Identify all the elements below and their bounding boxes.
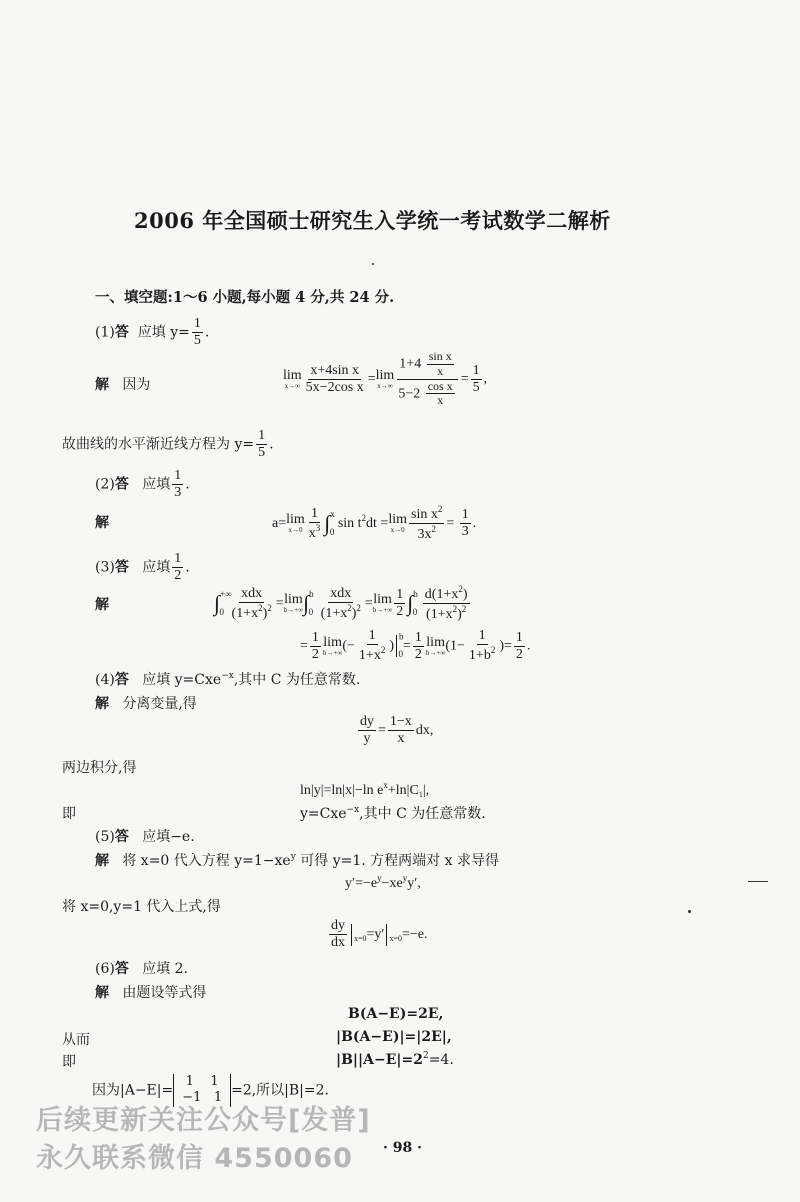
- q3-answer-denominator: 2: [174, 568, 182, 584]
- q6-number: (6): [95, 961, 115, 977]
- q1-answer-denominator: 5: [193, 333, 201, 349]
- answer-label: 答: [114, 672, 129, 688]
- q4-integrate-text: 两边积分,得: [62, 760, 137, 776]
- q6-eq1: B(A−E)=2E,: [348, 1006, 444, 1022]
- q6-answer-line: [95, 958, 188, 978]
- q5-sol-sup: y: [290, 852, 296, 862]
- q6-eq3-text: |B||A−E|=2: [336, 1052, 423, 1068]
- q1-conclusion-text: 故曲线的水平渐近线方程为 y=: [62, 436, 255, 453]
- q4-number: (4): [95, 672, 115, 688]
- q5-number: (5): [95, 829, 115, 845]
- q5-deriv-sup1: y: [377, 873, 382, 883]
- q4-ln-eq-end: |,: [422, 783, 430, 798]
- q6-solution-line: [95, 982, 206, 1002]
- q1-sol-intro: 因为: [122, 377, 151, 393]
- det-cell: 1: [185, 1074, 194, 1089]
- q6-eq3: [336, 1051, 454, 1068]
- page-title: 2006 年全国硕士研究生入学统一考试数学二解析: [134, 208, 611, 233]
- q1-number: (1): [95, 324, 115, 341]
- q4-final-sup: −x: [346, 805, 360, 815]
- q4-answer-exponent: −x: [221, 671, 234, 681]
- q4-ln-eq-tail: +ln|C: [387, 783, 419, 798]
- q5-sol-text: 将 x=0 代入方程 y=1−xe: [122, 853, 291, 869]
- q5-solution-line: [95, 850, 499, 870]
- q5-eval-sub2: x=0: [389, 933, 402, 943]
- q5-eval-tail: =−e.: [402, 926, 428, 942]
- scan-speck: [372, 263, 374, 265]
- solution-label: 解: [95, 696, 109, 712]
- q4-answer-line: [95, 669, 360, 689]
- q5-derivative: [345, 873, 421, 892]
- watermark-line1: 后续更新关注公众号[发普]: [36, 1105, 371, 1136]
- answer-label: 答: [114, 559, 129, 576]
- q5-answer-line: [95, 826, 195, 846]
- solution-label: 解: [95, 377, 109, 393]
- q6-because-tail: =2,所以|B|=2.: [231, 1082, 329, 1099]
- q4-final-equation: [300, 803, 486, 823]
- q5-deriv-tail: y′,: [407, 876, 421, 891]
- q5-subst-text: 将 x=0,y=1 代入上式,得: [62, 899, 221, 915]
- solution-label: 解: [95, 597, 109, 613]
- q1-solution-label: [95, 374, 150, 394]
- q4-ji-label: 即: [62, 806, 76, 822]
- q5-eval-mid: =y′: [366, 926, 385, 942]
- q5-deriv-mid: −xe: [381, 876, 403, 891]
- q5-answer-text: 应填−e.: [142, 829, 195, 845]
- q6-ji-label: 即: [62, 1054, 76, 1070]
- q4-solution-line: [95, 693, 197, 713]
- q5-evaluation: $\frac{dy}{dx}$ $_{x=0}$=y′ $_{x=0}$=−e.: [331, 918, 428, 951]
- q3-answer-numerator: 1: [172, 551, 183, 568]
- det-cell: −1: [182, 1090, 202, 1106]
- q2-answer-line: (2)答 应填 $\frac{1}{3}$ .: [95, 468, 190, 501]
- q6-sol-intro: 由题设等式得: [122, 985, 207, 1001]
- answer-label: 答: [114, 829, 129, 845]
- q3-number: (3): [95, 559, 115, 576]
- solution-label: 解: [95, 853, 109, 869]
- q5-sol-tail: 可得 y=1. 方程两端对 x 求导得: [295, 853, 499, 869]
- q6-answer-text: 应填 2.: [142, 961, 189, 977]
- section-header: 一、填空题:1～6 小题,每小题 4 分,共 24 分.: [95, 289, 395, 306]
- q3-solution-label: [95, 594, 109, 614]
- q6-eq2: |B(A−E)|=|2E|,: [336, 1029, 452, 1045]
- q5-deriv-text: y′=−e: [345, 876, 378, 891]
- answer-label: 答: [114, 324, 129, 341]
- q2-answer-numerator: 1: [172, 468, 183, 485]
- q6-congeer-label: 从而: [62, 1032, 90, 1048]
- q1-answer-text: 应填 y=: [137, 324, 190, 341]
- q4-final-text: y=Cxe: [300, 806, 347, 822]
- q2-number: (2): [95, 476, 115, 493]
- q6-eq3-sup: 2: [422, 1051, 429, 1061]
- q3-answer-line: (3)答 应填 $\frac{1}{2}$ .: [95, 551, 190, 584]
- q4-ln-eq-sub: 1: [418, 790, 423, 799]
- q1-answer-numerator: 1: [192, 316, 203, 333]
- q1-conclusion-numerator: 1: [256, 428, 267, 445]
- answer-label: 答: [114, 961, 129, 977]
- q1-answer-line: (1)答 应填 y= $\frac{1}{5}$ .: [95, 316, 210, 349]
- q4-sol-intro: 分离变量,得: [122, 696, 197, 712]
- watermark-line2: 永久联系微信 4550060: [36, 1143, 353, 1174]
- q2-solution-label: [95, 512, 109, 532]
- q1-limit-formula: lim x→∞ $\frac{\text{x+4sin x}}{\text{5x−2cos x}}$ = lim x→∞ 1+4 $\frac{\text{sin x}}{x}$ 5−2 $\frac{\text{cos x}}{x}$ = $\frac{1}{5}$ ,: [283, 349, 488, 408]
- q4-separation-formula: $\frac{dy}{y}$ = $\frac{1-x}{x}$ dx,: [360, 714, 434, 747]
- q1-conclusion-denominator: 5: [258, 445, 266, 461]
- det-cell: 1: [210, 1074, 219, 1089]
- q4-ln-equation: [300, 780, 429, 799]
- solution-label: 解: [95, 515, 109, 531]
- page-number: · 98 ·: [383, 1140, 422, 1156]
- q1-conclusion: 故曲线的水平渐近线方程为 y= $\frac{1}{5}$ .: [62, 428, 274, 461]
- q4-ln-eq-text: ln|y|=ln|x|−ln e: [300, 783, 384, 798]
- q6-because-text: 因为|A−E|=: [92, 1082, 174, 1099]
- solution-label: 解: [95, 985, 109, 1001]
- q2-answer-denominator: 3: [174, 485, 182, 501]
- q2-formula: a= lim x→0 $\frac{1}{x^3}$ ∫$^x_0$ $\sin t^2dt$ = lim x→0 $\frac{\sin x^2}{3x^2}$ = $\frac{1}{3}$ .: [272, 504, 477, 543]
- q4-answer-text: 应填 y=Cxe: [142, 672, 222, 688]
- scan-speck: [748, 881, 768, 882]
- q5-eval-sub1: x=0: [354, 933, 367, 943]
- answer-label: 答: [114, 476, 129, 493]
- q3-formula-line2: = $\frac{1}{2}$ lim b→+∞ (− $\frac{1}{1+x^2}$ )$^b_0$= $\frac{1}{2}$ lim b→+∞ (1− $\frac{1}{1+b^2}$ )= $\frac{1}{2}$ .: [300, 628, 531, 664]
- q4-answer-tail: ,其中 C 为任意常数.: [233, 672, 361, 688]
- q6-eq3-tail: =4.: [428, 1052, 454, 1068]
- q4-ln-eq-sup: x: [383, 780, 388, 790]
- det-cell: 1: [213, 1090, 223, 1106]
- q2-answer-text: 应填: [142, 476, 171, 493]
- scan-speck: [688, 910, 691, 913]
- q4-final-tail: ,其中 C 为任意常数.: [359, 806, 486, 822]
- q3-answer-text: 应填: [142, 559, 171, 576]
- q3-formula-line1: $\int^{+\infty}_0$ $\frac{\text{xdx}}{(1+x^2)^2}$ = lim b→+∞ ∫$^b_0$ $\frac{\text{xdx}}{(1+x^2)^2}$ = lim b→+∞ $\frac{1}{2}$ ∫$^b_0$ $\frac{d(1+x^2)}{(1+x^2)^2}$: [214, 584, 468, 623]
- q5-deriv-sup2: y: [402, 873, 408, 883]
